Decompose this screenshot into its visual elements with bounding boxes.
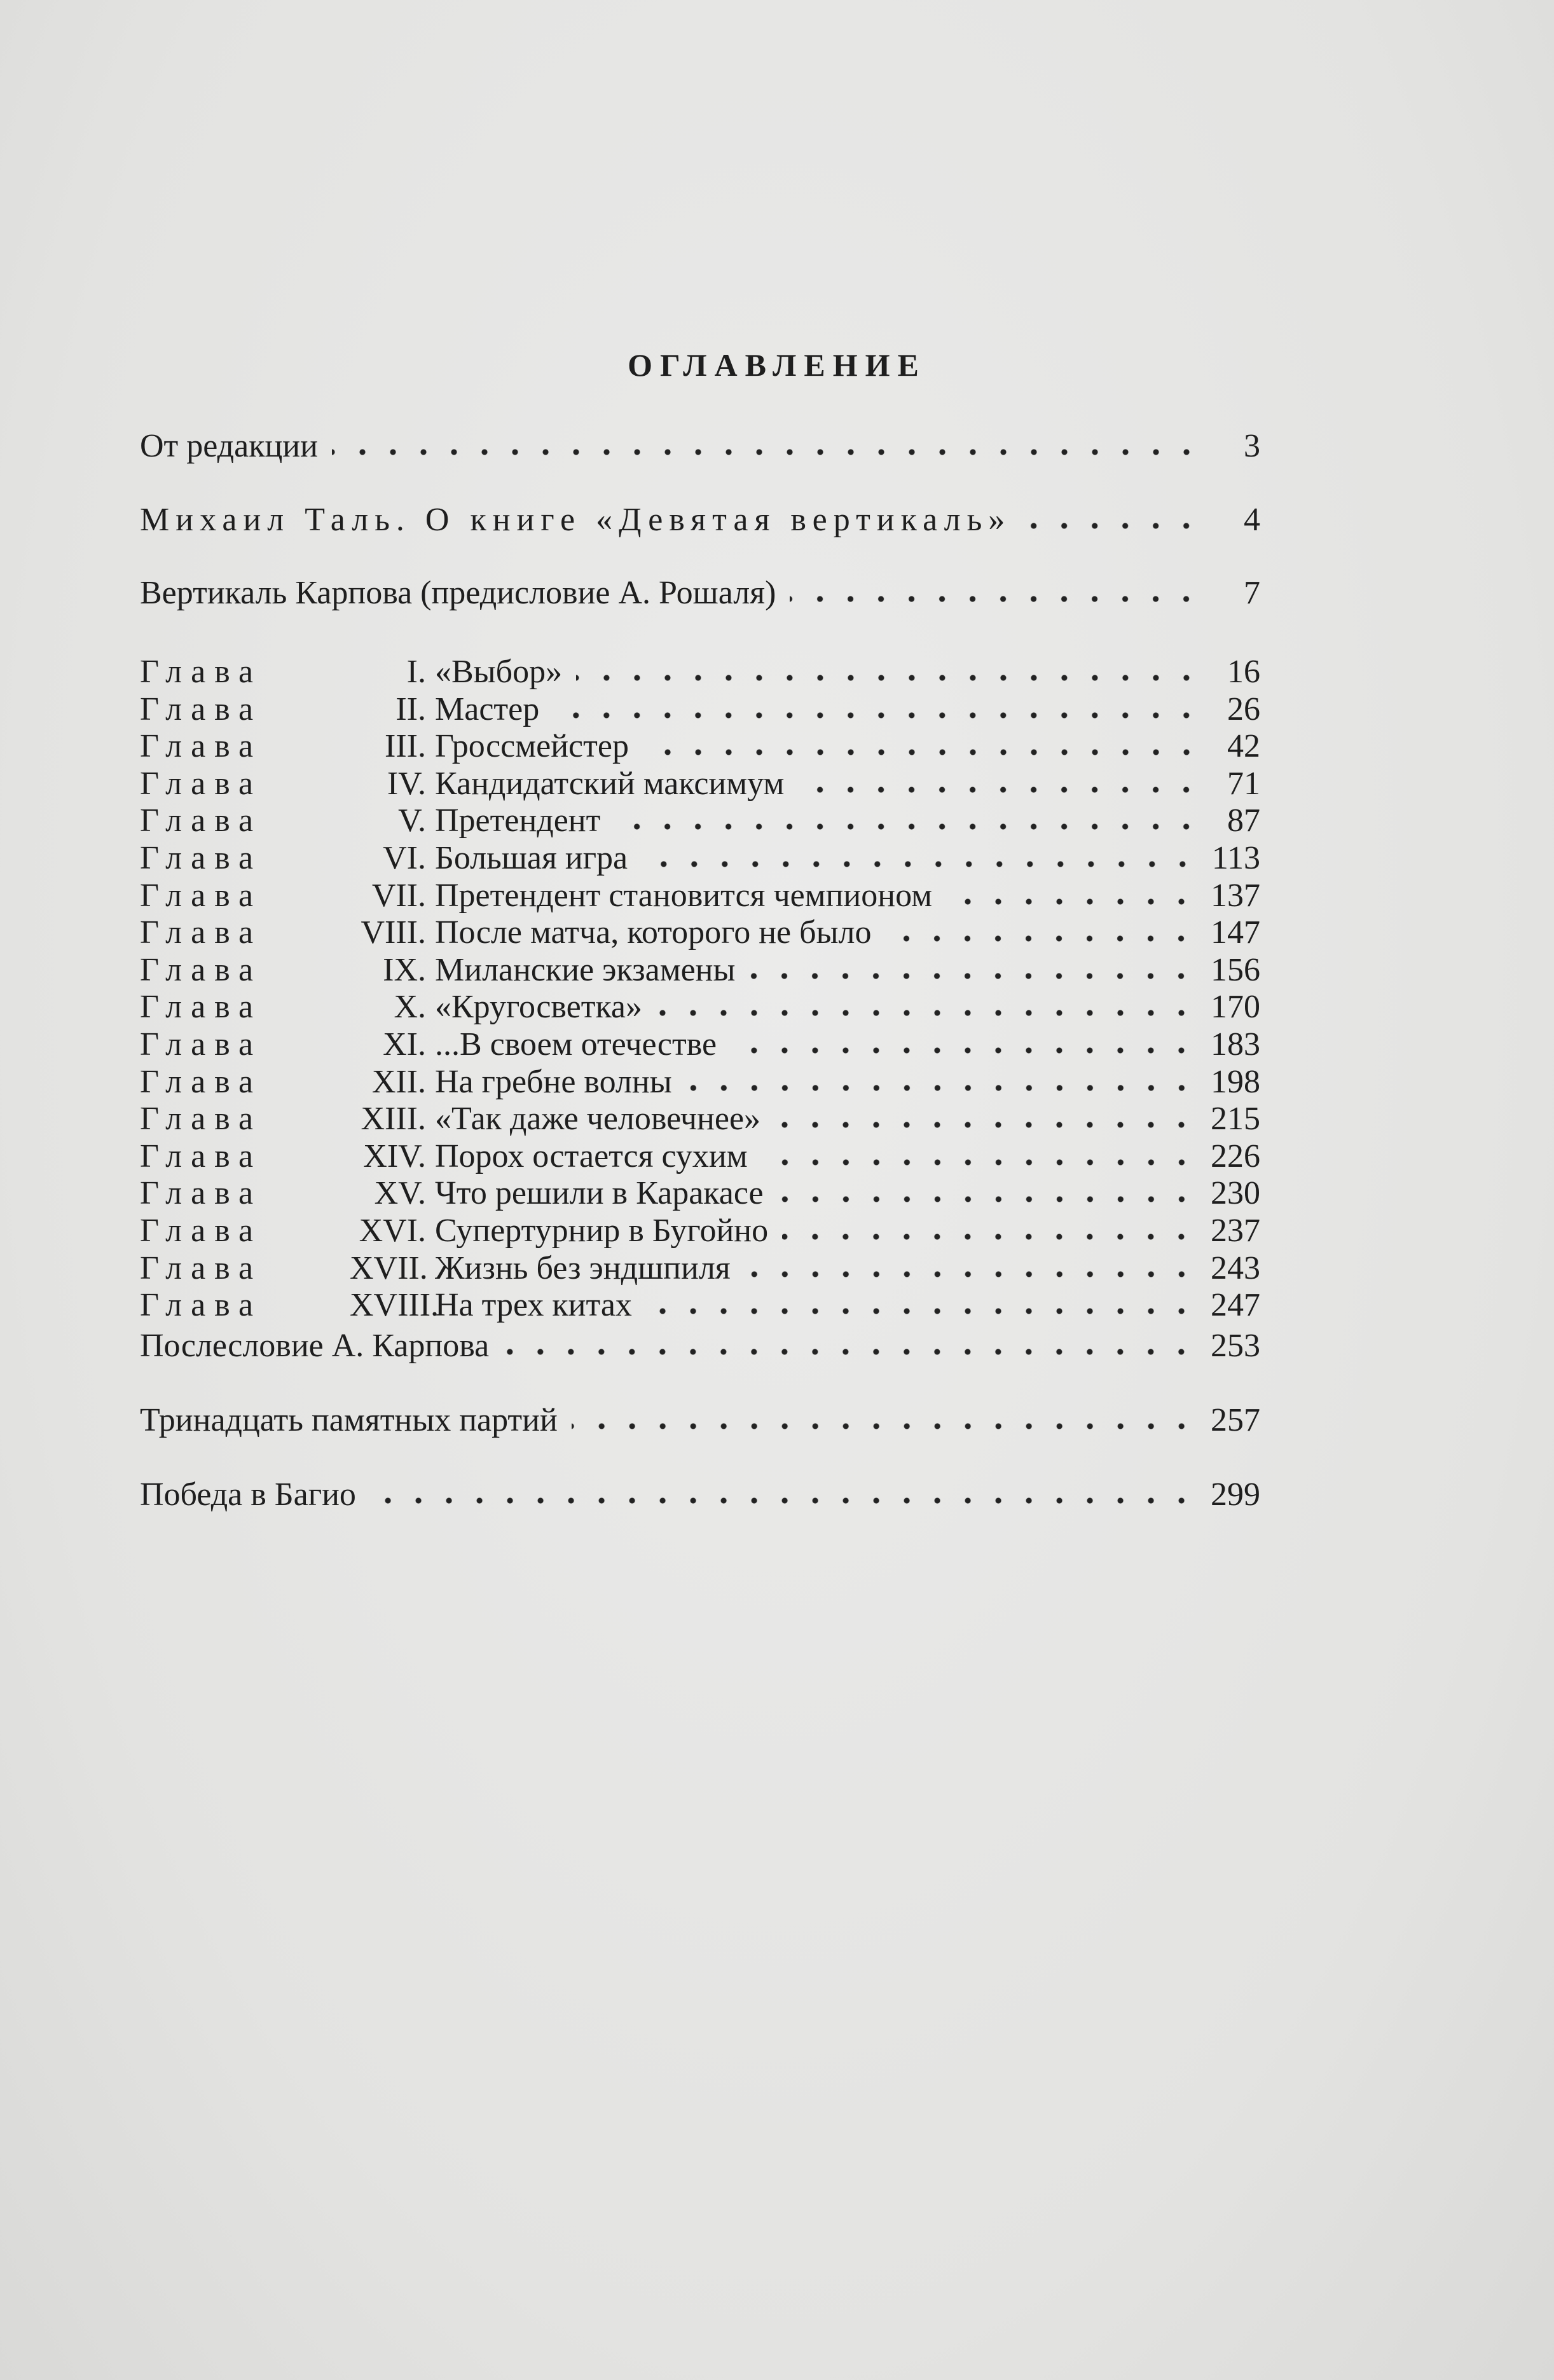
dot-leader [656,1008,1197,1017]
page-number: 156 [1211,951,1260,988]
chapter-title: «Выбор» [435,654,563,690]
entry-title: Вертикаль Карпова (предисловие А. Рошаля) [140,575,776,611]
toc-entry [140,1212,1260,1250]
chapter-word: Глава [140,765,263,802]
dot-leader [749,972,1197,980]
chapter-word: Глава [140,1175,263,1212]
page-number: 3 [1244,428,1260,464]
toc-entry [140,765,1260,803]
chapter-numeral: V. [398,802,426,839]
toc-entry [140,877,1260,915]
chapter-numeral: X. [394,989,426,1026]
page-number: 183 [1211,1026,1260,1063]
chapter-numeral: VIII. [361,914,426,951]
dot-leader [731,1046,1197,1055]
page-number: 243 [1211,1249,1260,1286]
toc-entry [140,951,1260,989]
page-number: 247 [1211,1287,1260,1324]
chapter-title: Жизнь без эндшпиля [435,1249,731,1286]
chapter-title: На трех китах [435,1287,632,1324]
chapter-numeral: IV. [387,765,426,802]
toc-entry [140,1476,1260,1514]
page-number: 113 [1211,840,1260,876]
dot-leader [778,1195,1197,1204]
page-number: 253 [1211,1328,1260,1364]
page-number: 4 [1244,502,1260,538]
dot-leader [798,785,1202,794]
chapter-numeral: XVIII. [350,1287,439,1324]
chapter-word: Глава [140,1287,263,1324]
chapter-word: Глава [140,989,263,1026]
chapter-numeral: XV. [374,1175,426,1212]
toc-entry [140,839,1260,877]
dot-leader [572,1422,1197,1431]
chapter-numeral: XII. [371,1063,426,1100]
toc-entry [140,691,1260,729]
page-title: ОГЛАВЛЕНИЕ [628,347,926,383]
toc-entry [140,802,1260,840]
page-number: 230 [1211,1175,1260,1212]
chapter-title: ...В своем отечестве [435,1026,717,1063]
chapter-numeral: XIV. [363,1138,426,1174]
dot-leader [762,1158,1197,1167]
chapter-title: «Так даже человечнее» [435,1101,761,1138]
page-number: 237 [1211,1213,1260,1249]
page-number: 26 [1227,691,1260,727]
chapter-numeral: XIII. [361,1101,426,1138]
chapter-numeral: XVII. [350,1249,428,1286]
dot-leader [642,860,1198,869]
dot-leader [885,934,1197,943]
dot-leader [946,897,1197,906]
chapter-title: Что решили в Каракасе [435,1175,764,1212]
chapter-numeral: I. [406,654,426,690]
toc-entry [140,1401,1260,1440]
entry-title: От редакции [140,428,318,464]
chapter-title: Претендент становится чемпионом [435,877,932,914]
chapter-title: Миланские экзамены [435,951,736,988]
dot-leader [553,711,1202,720]
page-number: 299 [1211,1476,1260,1513]
toc-entry [140,914,1260,952]
dot-leader [790,595,1202,603]
chapter-numeral: XVI. [359,1213,426,1249]
chapter-word: Глава [140,1026,263,1063]
chapter-word: Глава [140,802,263,839]
chapter-title: После матча, которого не было [435,914,872,951]
chapter-title: Претендент [435,802,601,839]
page-number: 170 [1211,989,1260,1026]
chapter-title: Большая игра [435,840,628,876]
dot-leader [782,1232,1197,1241]
chapter-title: Гроссмейстер [435,728,629,765]
page-number: 87 [1227,802,1260,839]
dot-leader [1025,521,1202,530]
page-number: 137 [1211,877,1260,914]
chapter-title: Супертурнир в Бугойно [435,1213,769,1249]
dot-leader [643,748,1202,757]
chapter-word: Глава [140,654,263,690]
toc-entry [140,1138,1260,1176]
dot-leader [646,1307,1197,1316]
dot-leader [774,1120,1197,1129]
toc-entry [140,1063,1260,1101]
toc-entry [140,727,1260,766]
chapter-numeral: VI. [383,840,426,876]
dot-leader [503,1347,1197,1356]
page-number: 7 [1244,575,1260,611]
toc-entry [140,574,1260,612]
chapter-numeral: XI. [383,1026,426,1063]
toc-entry [140,501,1260,539]
page-number: 257 [1211,1402,1260,1438]
entry-title: Послесловие А. Карпова [140,1328,490,1364]
chapter-word: Глава [140,691,263,727]
chapter-word: Глава [140,840,263,876]
page-number: 71 [1227,765,1260,802]
toc-entry [140,1026,1260,1064]
toc-entry [140,988,1260,1026]
page-number: 42 [1227,728,1260,765]
chapter-word: Глава [140,1213,263,1249]
toc-entry [140,1327,1260,1365]
page-number: 198 [1211,1063,1260,1100]
chapter-word: Глава [140,1063,263,1100]
chapter-word: Глава [140,877,263,914]
dot-leader [370,1496,1197,1505]
page-number: 226 [1211,1138,1260,1174]
entry-title: Михаил Таль. О книге «Девятая вертикаль» [140,502,1012,538]
toc-entry [140,1286,1260,1324]
chapter-numeral: VII. [371,877,426,914]
dot-leader [745,1270,1197,1279]
chapter-word: Глава [140,728,263,765]
chapter-title: На гребне волны [435,1063,672,1100]
chapter-title: Мастер [435,691,540,727]
toc-entry [140,1174,1260,1213]
entry-title: Победа в Багио [140,1476,356,1513]
entry-title: Тринадцать памятных партий [140,1402,558,1438]
chapter-title: Порох остается сухим [435,1138,748,1174]
page-number: 16 [1227,654,1260,690]
dot-leader [576,673,1202,682]
chapter-title: Кандидатский максимум [435,765,785,802]
page-number: 147 [1211,914,1260,951]
toc-entry [140,1100,1260,1138]
chapter-title: «Кругосветка» [435,989,643,1026]
chapter-word: Глава [140,1138,263,1174]
chapter-word: Глава [140,914,263,951]
chapter-numeral: III. [385,728,426,765]
chapter-word: Глава [140,1249,263,1286]
page-number: 215 [1211,1101,1260,1138]
dot-leader [332,448,1202,457]
dot-leader [686,1083,1197,1092]
chapter-word: Глава [140,951,263,988]
chapter-word: Глава [140,1101,263,1138]
chapter-numeral: IX. [383,951,426,988]
dot-leader [614,822,1202,831]
toc-entry [140,653,1260,691]
toc-entry [140,427,1260,465]
chapter-numeral: II. [395,691,426,727]
toc-entry [140,1249,1260,1288]
